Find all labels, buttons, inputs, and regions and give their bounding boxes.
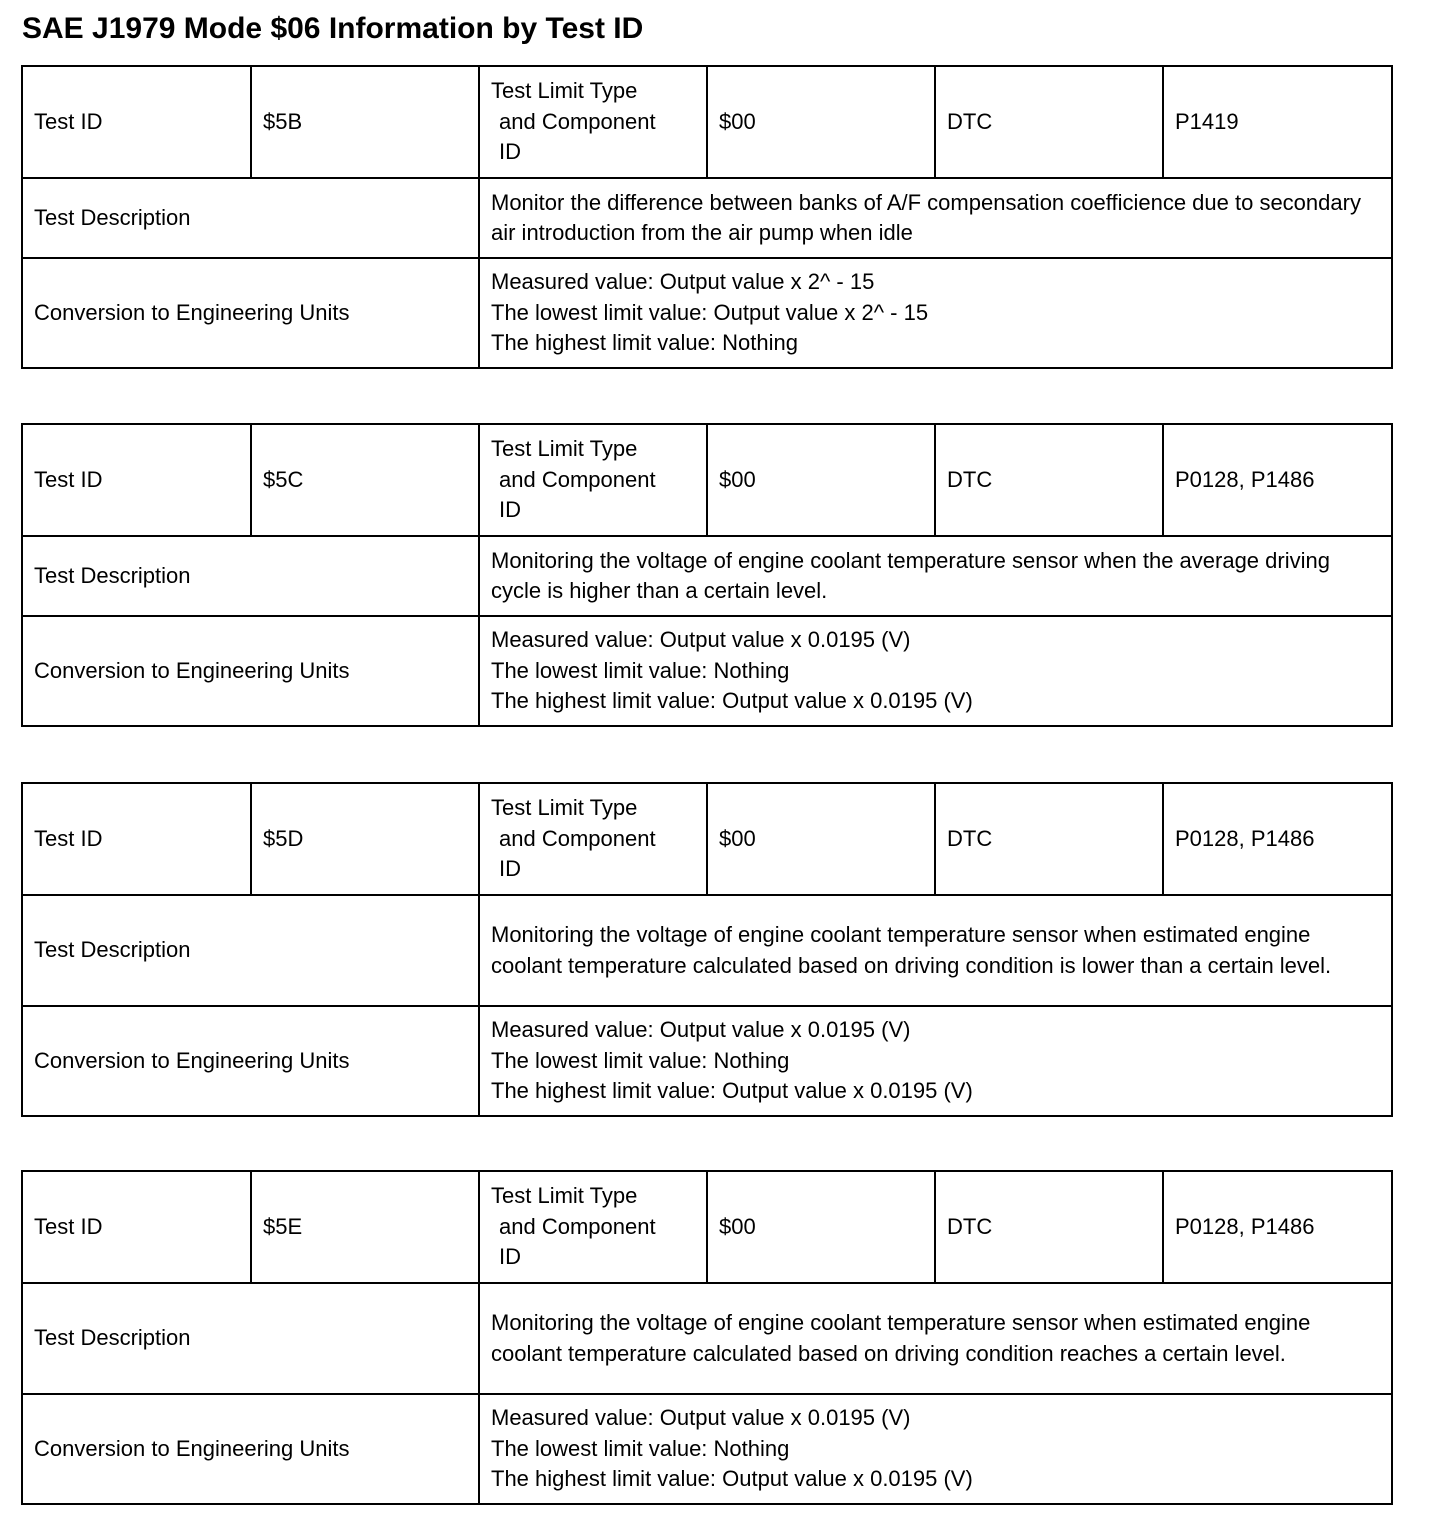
- limit-type-label-line1: Test Limit Type: [491, 795, 638, 821]
- limit-type-label-line2: and Component: [499, 108, 656, 134]
- test-id-value: $5D: [251, 783, 479, 895]
- test-id-label: Test ID: [22, 783, 251, 895]
- limit-type-value: $00: [707, 424, 935, 536]
- test-id-label: Test ID: [22, 1171, 251, 1283]
- limit-type-label-line2: and Component: [499, 466, 656, 492]
- limit-type-value: $00: [707, 66, 935, 178]
- highest-limit-line: The highest limit value: Output value x 0.0195 (V): [491, 1466, 973, 1492]
- test-description-value: Monitoring the voltage of engine coolant temperature sensor when the average driving cycle is higher than a certain level.: [479, 536, 1392, 616]
- limit-type-label-line3: ID: [499, 856, 521, 882]
- measured-value-line: Measured value: Output value x 2^ - 15: [491, 269, 875, 295]
- limit-type-label-line1: Test Limit Type: [491, 78, 638, 104]
- conversion-row: [22, 616, 1392, 726]
- limit-type-label-line1: Test Limit Type: [491, 436, 638, 462]
- header-row: [22, 783, 1392, 895]
- limit-type-label-line3: ID: [499, 1244, 521, 1270]
- lowest-limit-line: The lowest limit value: Nothing: [491, 657, 790, 683]
- conversion-label: Conversion to Engineering Units: [22, 1006, 479, 1116]
- test-description-label: Test Description: [22, 536, 479, 616]
- dtc-label: DTC: [935, 424, 1163, 536]
- limit-type-label-line2: and Component: [499, 825, 656, 851]
- conversion-value: [479, 1394, 1392, 1504]
- conversion-row: [22, 1394, 1392, 1504]
- test-description-label: Test Description: [22, 895, 479, 1006]
- limit-type-value: $00: [707, 1171, 935, 1283]
- limit-type-label: [479, 783, 707, 895]
- dtc-value: P1419: [1163, 66, 1392, 178]
- test-description-value: Monitor the difference between banks of A/F compensation coefficience due to secondary air introduction from the air pump when idle: [479, 178, 1392, 258]
- description-row: [22, 536, 1392, 616]
- lowest-limit-line: The lowest limit value: Output value x 2^ - 15: [491, 299, 929, 325]
- limit-type-label: [479, 424, 707, 536]
- limit-type-value: $00: [707, 783, 935, 895]
- dtc-label: DTC: [935, 783, 1163, 895]
- test-id-value: $5B: [251, 66, 479, 178]
- test-id-label: Test ID: [22, 66, 251, 178]
- test-id-table-5d: [21, 782, 1393, 1117]
- conversion-value: [479, 1006, 1392, 1116]
- description-row: [22, 895, 1392, 1006]
- header-row: [22, 66, 1392, 178]
- test-id-table-5e: [21, 1170, 1393, 1505]
- highest-limit-line: The highest limit value: Output value x 0.0195 (V): [491, 688, 973, 714]
- test-description-label: Test Description: [22, 1283, 479, 1394]
- limit-type-label-line3: ID: [499, 497, 521, 523]
- test-description-value: Monitoring the voltage of engine coolant temperature sensor when estimated engine coolant temperature calculated based on driving condition reaches a certain level.: [479, 1283, 1392, 1394]
- test-id-value: $5C: [251, 424, 479, 536]
- test-id-label: Test ID: [22, 424, 251, 536]
- test-description-value: Monitoring the voltage of engine coolant temperature sensor when estimated engine coolant temperature calculated based on driving condition is lower than a certain level.: [479, 895, 1392, 1006]
- conversion-value: [479, 258, 1392, 368]
- description-row: [22, 178, 1392, 258]
- measured-value-line: Measured value: Output value x 0.0195 (V): [491, 1017, 911, 1043]
- limit-type-label-line3: ID: [499, 139, 521, 165]
- test-id-table-5b: [21, 65, 1393, 369]
- dtc-label: DTC: [935, 1171, 1163, 1283]
- header-row: [22, 424, 1392, 536]
- lowest-limit-line: The lowest limit value: Nothing: [491, 1435, 790, 1461]
- dtc-label: DTC: [935, 66, 1163, 178]
- conversion-value: [479, 616, 1392, 726]
- conversion-label: Conversion to Engineering Units: [22, 616, 479, 726]
- limit-type-label: [479, 66, 707, 178]
- page-title: SAE J1979 Mode $06 Information by Test ID: [22, 12, 644, 45]
- description-row: [22, 1283, 1392, 1394]
- highest-limit-line: The highest limit value: Output value x 0.0195 (V): [491, 1078, 973, 1104]
- measured-value-line: Measured value: Output value x 0.0195 (V): [491, 1405, 911, 1431]
- lowest-limit-line: The lowest limit value: Nothing: [491, 1047, 790, 1073]
- limit-type-label: [479, 1171, 707, 1283]
- conversion-label: Conversion to Engineering Units: [22, 1394, 479, 1504]
- header-row: [22, 1171, 1392, 1283]
- limit-type-label-line1: Test Limit Type: [491, 1183, 638, 1209]
- test-id-table-5c: [21, 423, 1393, 727]
- test-description-label: Test Description: [22, 178, 479, 258]
- measured-value-line: Measured value: Output value x 0.0195 (V): [491, 627, 911, 653]
- dtc-value: P0128, P1486: [1163, 1171, 1392, 1283]
- conversion-label: Conversion to Engineering Units: [22, 258, 479, 368]
- conversion-row: [22, 258, 1392, 368]
- conversion-row: [22, 1006, 1392, 1116]
- dtc-value: P0128, P1486: [1163, 783, 1392, 895]
- highest-limit-line: The highest limit value: Nothing: [491, 330, 798, 356]
- dtc-value: P0128, P1486: [1163, 424, 1392, 536]
- test-id-value: $5E: [251, 1171, 479, 1283]
- limit-type-label-line2: and Component: [499, 1213, 656, 1239]
